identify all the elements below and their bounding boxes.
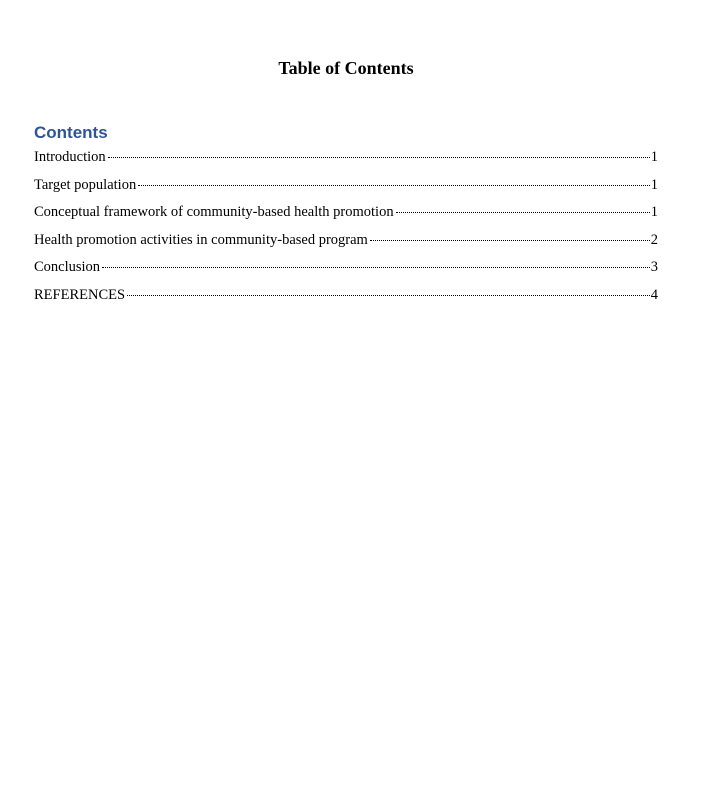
page-title: Table of Contents xyxy=(278,58,414,78)
toc-entry-health-promotion-activities[interactable] xyxy=(34,231,658,259)
toc-page-number: 2 xyxy=(650,231,658,248)
toc-page-number: 3 xyxy=(650,259,658,275)
toc-entry-introduction[interactable] xyxy=(34,148,658,176)
toc-entry-text: REFERENCES xyxy=(34,286,126,303)
toc-entry-text: Introduction xyxy=(34,149,106,165)
toc-entry-text: Health promotion activities in community-based program xyxy=(34,231,368,248)
toc-heading: Contents xyxy=(34,123,108,142)
toc-entry-conclusion[interactable] xyxy=(34,258,658,286)
toc-entry-target-population[interactable] xyxy=(34,176,658,204)
toc-page-number: 1 xyxy=(650,176,658,193)
toc-entry-references[interactable] xyxy=(34,286,658,314)
toc-page-number: 1 xyxy=(650,204,658,220)
toc-page-number: 1 xyxy=(650,149,658,165)
toc-page-number: 4 xyxy=(650,286,658,303)
toc-dot-leader xyxy=(138,185,650,186)
toc-entry-text: Conceptual framework of community-based health promotion xyxy=(34,204,394,220)
toc-dot-leader xyxy=(102,267,650,268)
toc-dot-leader xyxy=(396,212,650,213)
toc-entry-text: Conclusion xyxy=(34,259,101,275)
toc-dot-leader xyxy=(108,157,650,158)
toc-entry-conceptual-framework[interactable] xyxy=(34,203,658,231)
toc-dot-leader xyxy=(127,295,650,296)
toc-dot-leader xyxy=(370,240,650,241)
toc-list xyxy=(34,148,658,313)
toc-entry-text: Target population xyxy=(34,176,137,193)
